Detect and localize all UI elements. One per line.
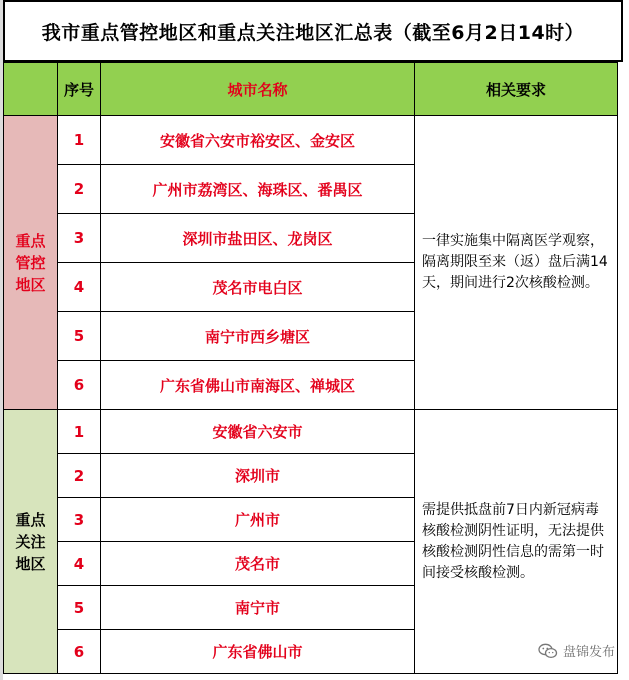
row-city: 广东省佛山市南海区、禅城区 [101, 361, 415, 410]
header-city: 城市名称 [101, 63, 415, 116]
table-row [4, 116, 618, 165]
row-city: 茂名市电白区 [101, 263, 415, 312]
row-number: 3 [58, 498, 101, 542]
row-city: 广州市荔湾区、海珠区、番禺区 [101, 165, 415, 214]
row-city: 深圳市盐田区、龙岗区 [101, 214, 415, 263]
requirement-control: 一律实施集中隔离医学观察，隔离期限至来（返）盘后满14天，期间进行2次核酸检测。 [415, 116, 618, 410]
row-number: 5 [58, 312, 101, 361]
row-number: 1 [58, 410, 101, 454]
row-number: 6 [58, 361, 101, 410]
row-number: 3 [58, 214, 101, 263]
wechat-icon [538, 643, 558, 659]
row-city: 安徽省六安市 [101, 410, 415, 454]
row-city: 广东省佛山市 [101, 630, 415, 674]
header-number: 序号 [58, 63, 101, 116]
summary-table [3, 62, 618, 674]
row-city: 安徽省六安市裕安区、金安区 [101, 116, 415, 165]
row-number: 2 [58, 165, 101, 214]
requirement-attention: 需提供抵盘前7日内新冠病毒核酸检测阴性证明，无法提供核酸检测阴性信息的需第一时间接受核酸检测。 [415, 410, 618, 674]
header-group-cell [4, 63, 58, 116]
row-city: 深圳市 [101, 454, 415, 498]
row-city: 南宁市 [101, 586, 415, 630]
watermark-text: 盘锦发布 [562, 645, 615, 660]
row-number: 5 [58, 586, 101, 630]
row-city: 茂名市 [101, 542, 415, 586]
row-number: 6 [58, 630, 101, 674]
row-number: 4 [58, 542, 101, 586]
group-label-text: 重点 管控 地区 [15, 231, 46, 294]
group-label-text: 重点 关注 地区 [15, 510, 46, 573]
row-number: 1 [58, 116, 101, 165]
group-label-attention [4, 410, 58, 674]
row-city: 广州市 [101, 498, 415, 542]
header-requirement: 相关要求 [415, 63, 618, 116]
watermark [538, 641, 615, 660]
row-city: 南宁市西乡塘区 [101, 312, 415, 361]
group-label-control [4, 116, 58, 410]
header-row [4, 63, 618, 116]
page-title: 我市重点管控地区和重点关注地区汇总表（截至6月2日14时） [3, 0, 623, 62]
table-row [4, 410, 618, 454]
row-number: 4 [58, 263, 101, 312]
row-number: 2 [58, 454, 101, 498]
